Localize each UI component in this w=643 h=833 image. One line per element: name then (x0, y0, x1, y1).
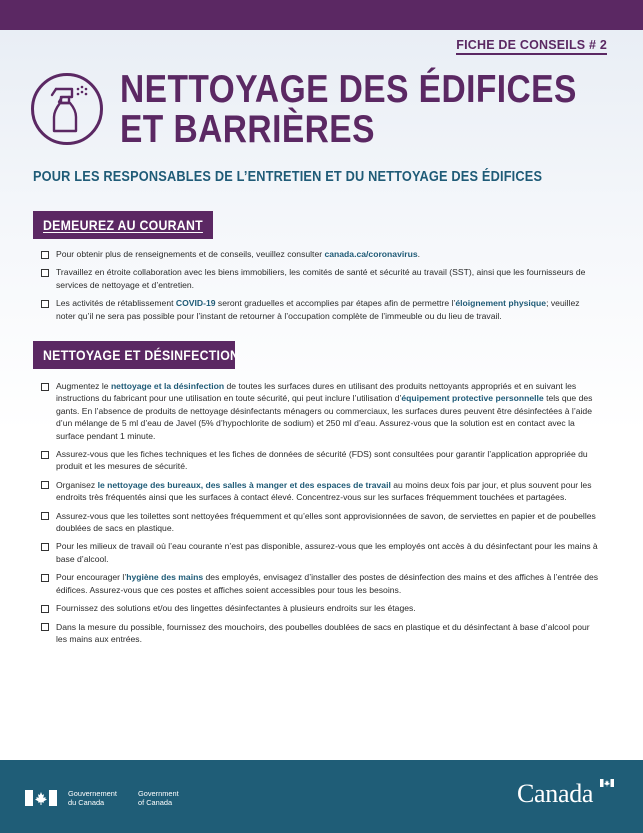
series-label: FICHE DE CONSEILS # 2 (456, 38, 607, 55)
list-item: Pour les milieux de travail où l’eau courante n’est pas disponible, assurez-vous que les employés ont accès à du désinfectant pour les mains à base d’alcool. (40, 540, 600, 565)
section-heading-cleaning (33, 341, 240, 369)
list-item: Dans la mesure du possible, fournissez des mouchoirs, des poubelles doublées de sacs en plastique et du désinfectant à base d’alcool pour les mains aux entrées. (40, 621, 600, 646)
subtitle: POUR LES RESPONSABLES DE L’ENTRETIEN ET DU NETTOYAGE DES ÉDIFICES (33, 169, 543, 185)
list-item: Augmentez le nettoyage et la désinfection de toutes les surfaces dures en utilisant des produits nettoyants appropriés et en suivant les instructions du fabricant pour une utilisation en toute sécurité, qui peut inclure l’utilisation d’équipement protective personnelle tels que des gants. En l’absence de produits de nettoyage désinfectants ménagers ou commerciaux, les surfaces dures peuvent être désinfectées à l’aide d’un mélange de 5 ml d’eau de Javel (5% d’hypochlorite de sodium) et 250 ml d’eau. Assurez-vous que la solution est en contact avec la surface pendant 1 minute. (40, 380, 600, 442)
list-item: Organisez le nettoyage des bureaux, des salles à manger et des espaces de travail au moins deux fois par jour, et plus souvent pour les endroits très fréquentés ainsi que les surfaces à contact élevé. Concentrez-vous sur les surfaces fréquemment touchées et partagées. (40, 479, 600, 504)
spray-bottle-icon (31, 73, 103, 145)
section-heading-stay-informed (33, 211, 213, 239)
list-item: Les activités de rétablissement COVID-19 seront graduelles et accomplies par étapes afin de permettre l’éloignement physique; veuillez noter qu’il ne sera pas possible pour l’instant de retourner à l’occupation complète de l’immeuble ou du lieu de travail. (40, 297, 600, 322)
list-item: Assurez-vous que les toilettes sont nettoyées fréquemment et qu’elles sont approvisionnées de savon, de serviettes en papier et de poubelles doublées de sacs en plastique. (40, 510, 600, 535)
list-item: Assurez-vous que les fiches techniques et les fiches de données de sécurité (FDS) sont consultées pour garantir l’application appropriée du produit et les mesures de sécurité. (40, 448, 600, 473)
government-of-canada-en: Government of Canada (138, 789, 179, 807)
list-item: Travaillez en étroite collaboration avec les biens immobiliers, les comités de santé et sécurité au travail (SST), ainsi que les fournisseurs de services de nettoyage et d’entretien. (40, 266, 600, 291)
canada-flag-icon (25, 790, 57, 806)
title-line-1: NETTOYAGE DES ÉDIFICES (120, 68, 577, 111)
list-item: Pour encourager l’hygiène des mains des employés, envisagez d’installer des postes de désinfection des mains et des affiches à l’entrée des édifices. Assurez-vous que ces postes et affiches soient accessibles pour tous les besoins. (40, 571, 600, 596)
canada-wordmark: Canada (517, 779, 594, 808)
list-item: Pour obtenir plus de renseignements et de conseils, veuillez consulter canada.ca/coronavirus. (40, 248, 600, 260)
stay-informed-list (40, 248, 600, 328)
section-heading-text: DEMEUREZ AU COURANT (43, 217, 203, 233)
page-title (120, 68, 577, 151)
canada-coronavirus-link[interactable]: canada.ca/coronavirus (324, 249, 418, 259)
wordmark-flag-icon (600, 779, 614, 787)
cleaning-list (40, 380, 600, 651)
list-item: Fournissez des solutions et/ou des lingettes désinfectantes à plusieurs endroits sur les étages. (40, 602, 600, 614)
title-line-2: ET BARRIÈRES (120, 108, 375, 151)
government-of-canada-fr: Gouvernement du Canada (68, 789, 117, 807)
section-heading-text: NETTOYAGE ET DÉSINFECTION (43, 347, 240, 363)
top-bar (0, 0, 643, 30)
